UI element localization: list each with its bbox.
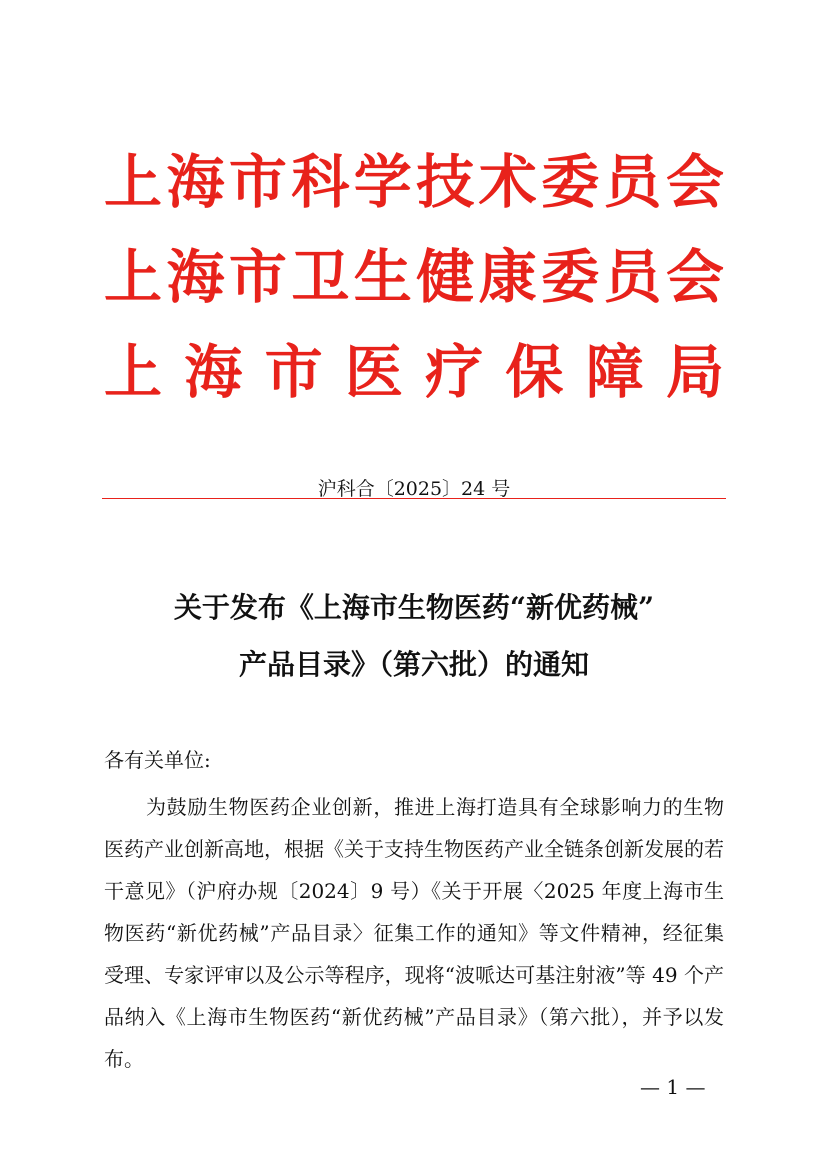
issuer-line-health-commission [104, 243, 724, 311]
notice-title-line-2: 产品目录》（第六批）的通知 [238, 648, 589, 681]
header-char: 生 [353, 243, 412, 311]
header-char: 海 [166, 148, 225, 216]
header-char: 上 [104, 338, 163, 406]
header-char: 会 [665, 243, 724, 311]
body-paragraph: 为鼓励生物医药企业创新，推进上海打造具有全球影响力的生物医药产业创新高地，根据《关于支持生物医药产业全链条创新发展的若干意见》（沪府办规〔2024〕9 号）《关于开展〈2025 年度上海市生物医药“新优药械”产品目录〉征集工作的通知》等文件精神，经征集受理、专家评审以及公示等程序，现将“波哌达可基注射液”等 49 个产品纳入《上海市生物医药“新优药械”产品目录》（第六批），并予以发布。 [104, 795, 724, 1071]
header-char: 海 [166, 243, 225, 311]
header-char: 市 [264, 338, 323, 406]
header-char: 学 [353, 148, 412, 216]
header-char: 术 [478, 148, 537, 216]
header-char: 保 [505, 338, 564, 406]
header-char: 海 [184, 338, 243, 406]
header-char: 康 [478, 243, 537, 311]
header-char: 科 [291, 148, 350, 216]
page-number: — 1 — [640, 1075, 706, 1099]
header-char: 市 [228, 148, 287, 216]
header-char: 医 [344, 338, 403, 406]
header-char: 局 [665, 338, 724, 406]
header-char: 障 [585, 338, 644, 406]
header-char: 会 [665, 148, 724, 216]
header-char: 技 [416, 148, 475, 216]
header-char: 上 [104, 243, 163, 311]
header-char: 健 [416, 243, 475, 311]
issuer-line-medical-security-bureau [104, 338, 724, 406]
document-number: 沪科合〔2025〕24 号 [317, 478, 511, 500]
header-char: 委 [541, 243, 600, 311]
notice-title-line-1: 关于发布《上海市生物医药“新优药械” [173, 591, 655, 624]
red-divider [102, 498, 726, 499]
issuer-line-science-commission [104, 148, 724, 216]
header-char: 员 [603, 243, 662, 311]
header-char: 上 [104, 148, 163, 216]
header-char: 疗 [425, 338, 484, 406]
salutation: 各有关单位: [104, 748, 211, 772]
header-char: 卫 [291, 243, 350, 311]
header-char: 市 [228, 243, 287, 311]
header-char: 委 [541, 148, 600, 216]
header-char: 员 [603, 148, 662, 216]
